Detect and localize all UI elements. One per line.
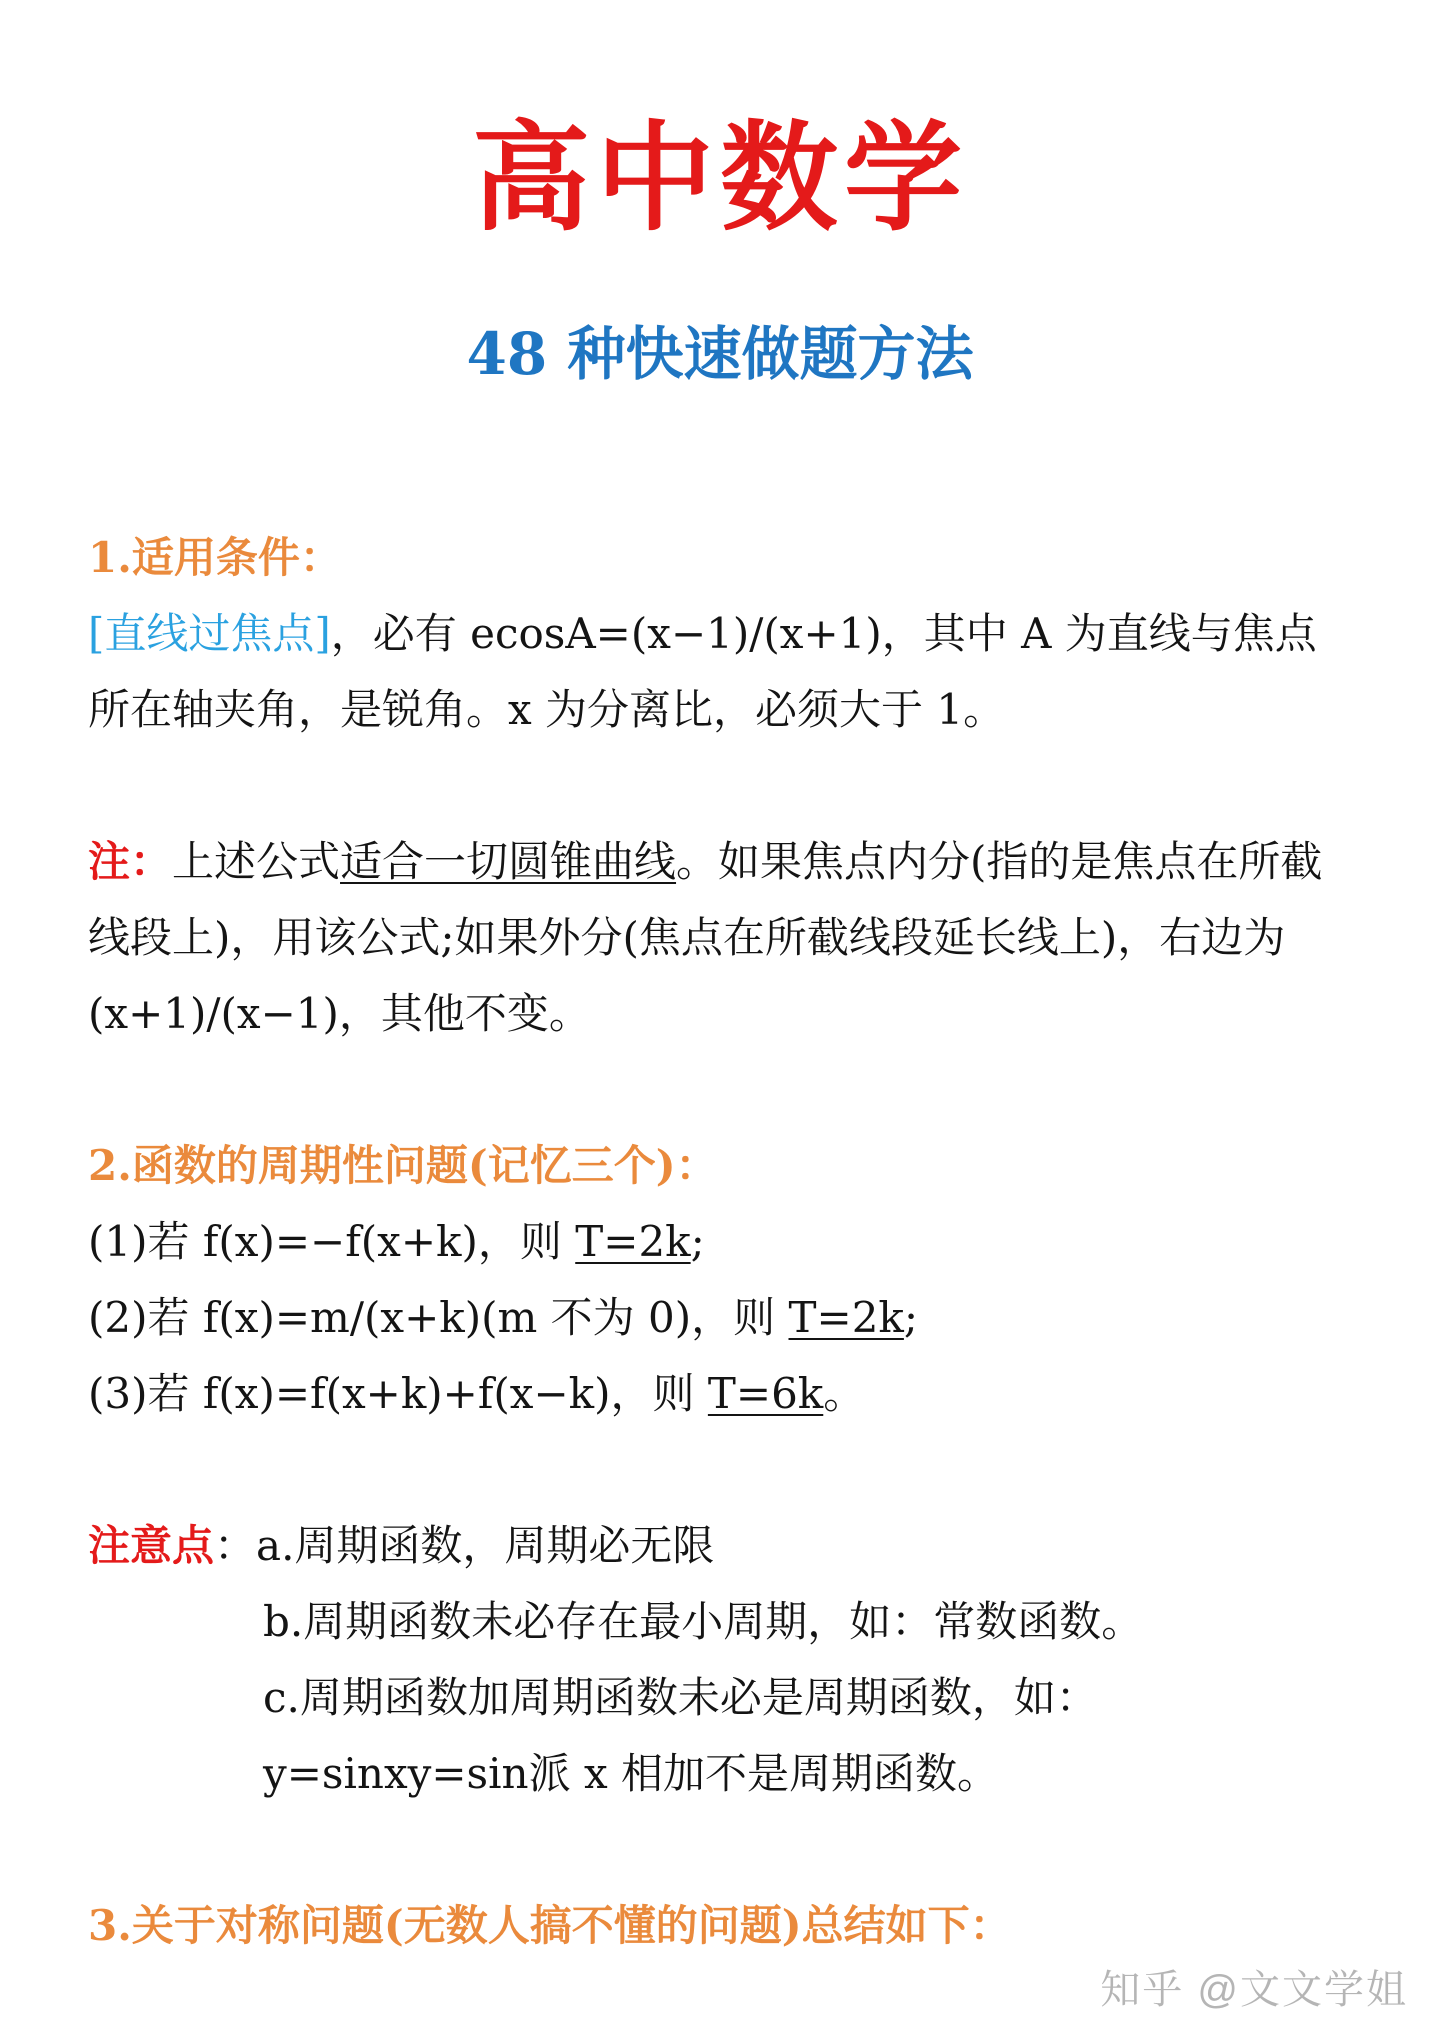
period-item-3-text: (3)若 f(x)=f(x+k)+f(x−k)，则 (88, 1369, 708, 1418)
note-2-b: b.周期函数未必存在最小周期，如：常数函数。 (263, 1597, 1144, 1646)
note-label: 注： (88, 837, 173, 886)
note-1-underlined: 适合一切圆锥曲线 (340, 837, 677, 886)
period-item-1-end: ; (690, 1217, 705, 1266)
period-item-1-answer: T=2k (575, 1217, 691, 1266)
note-2-a: a.周期函数，周期必无限 (256, 1521, 715, 1570)
period-item-1 (88, 1204, 1358, 1280)
section-1-heading: 1.适用条件： (88, 533, 342, 582)
note-1-paragraph (88, 824, 1358, 1052)
section-2-heading: 2.函数的周期性问题(记忆三个)： (88, 1141, 718, 1190)
period-item-2-end: ; (903, 1293, 919, 1342)
period-item-3-answer: T=6k (707, 1369, 824, 1418)
period-item-2 (88, 1280, 1358, 1356)
section-1-text: ，必有 ecosA=(x−1)/(x+1)，其中 A 为直线与焦点所在轴夹角，是锐角。x 为分离比，必须大于 1。 (88, 609, 1317, 734)
period-item-1-text: (1)若 f(x)=−f(x+k)，则 (88, 1217, 576, 1266)
bracket-term: [直线过焦点] (88, 609, 331, 658)
attention-colon: ： (214, 1521, 257, 1570)
page-title: 高中数学 (471, 108, 968, 247)
section-3-heading: 3.关于对称问题(无数人搞不懂的问题)总结如下： (88, 1901, 1012, 1950)
note-2-c: c.周期函数加周期函数未必是周期函数，如：y=sinxy=sin派 x 相加不是周期函数。 (263, 1673, 1098, 1798)
article-body (88, 520, 1358, 1964)
section-1-paragraph (88, 596, 1358, 748)
attention-label: 注意点 (88, 1521, 215, 1570)
watermark: 知乎 @文文学姐 (1100, 1968, 1408, 2012)
page-subtitle: 48 种快速做题方法 (466, 320, 974, 388)
period-item-2-text: (2)若 f(x)=m/(x+k)(m 不为 0)，则 (88, 1293, 789, 1342)
period-item-3 (88, 1356, 1358, 1432)
note-1-text-a: 上述公式 (172, 837, 341, 886)
note-1-text-b: 。如果焦点内分(指的是焦点在所截线段上)，用该公式;如果外分(焦点在所截线段延长线上)，右边为(x+1)/(x−1)，其他不变。 (88, 837, 1323, 1038)
period-item-2-answer: T=2k (788, 1293, 904, 1342)
period-item-3-end: 。 (823, 1369, 866, 1418)
note-2-line-a (88, 1508, 1358, 1584)
